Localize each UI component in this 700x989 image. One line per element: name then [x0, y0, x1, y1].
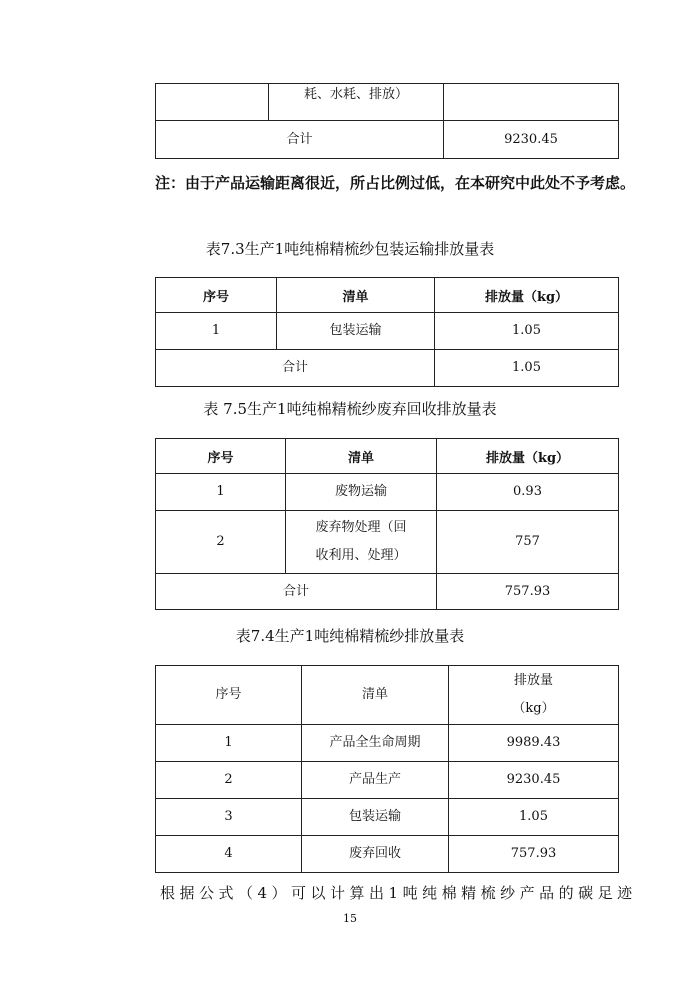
table-7-4-caption: 表7.4生产1吨纯棉精梳纱排放量表: [235, 627, 465, 645]
table-7-5-total-label: 合计: [156, 574, 437, 610]
top-table-cell-value: [444, 84, 619, 121]
table-7-4-header-value: [449, 666, 619, 725]
table-7-3: [155, 277, 619, 387]
table-row-value: 9230.45: [449, 762, 619, 799]
top-table-cell-item: 耗、水耗、排放）: [269, 84, 444, 121]
table-row-item: 包装运输: [302, 799, 449, 836]
table-row-value: 1.05: [435, 313, 619, 350]
table-7-3-total-label: 合计: [156, 350, 435, 387]
table-row-value: 757: [437, 511, 619, 574]
table-row-item-line1: 废弃物处理（回: [315, 520, 407, 535]
table-row-value: 0.93: [437, 474, 619, 511]
table-row-no: 1: [156, 725, 302, 762]
table-7-4: [155, 665, 619, 873]
top-table-total-label: 合计: [156, 121, 444, 159]
table-7-3-header-no: 序号: [156, 278, 277, 313]
top-table: [155, 83, 619, 159]
table-row-item: 产品全生命周期: [302, 725, 449, 762]
table-7-3-header-value: 排放量（kg）: [435, 278, 619, 313]
page-number: 15: [343, 912, 357, 925]
table-7-4-header-value-line1: 排放量: [513, 673, 553, 688]
table-row-no: 1: [156, 474, 286, 511]
table-row-no: 4: [156, 836, 302, 873]
table-row-item: 废弃回收: [302, 836, 449, 873]
table-7-5-header-value: 排放量（kg）: [437, 439, 619, 474]
table-row-no: 2: [156, 511, 286, 574]
table-7-5-total-value: 757.93: [437, 574, 619, 610]
table-row-value: 9989.43: [449, 725, 619, 762]
table-7-5-header-no: 序号: [156, 439, 286, 474]
table-row-no: 3: [156, 799, 302, 836]
table-7-3-header-item: 清单: [277, 278, 435, 313]
table-7-5-caption: 表 7.5生产1吨纯棉精梳纱废弃回收排放量表: [203, 400, 497, 418]
table-7-5: [155, 438, 619, 610]
top-table-total-value: 9230.45: [444, 121, 619, 159]
table-7-4-header-item: 清单: [302, 666, 449, 725]
body-paragraph: 根据公式（4）可以计算出1吨纯棉精梳纱产品的碳足迹: [160, 884, 637, 902]
note-paragraph: 注：由于产品运输距离很近，所占比例过低，在本研究中此处不予考虑。: [155, 174, 636, 192]
table-7-5-header-item: 清单: [286, 439, 437, 474]
table-row-value: 757.93: [449, 836, 619, 873]
table-7-3-total-value: 1.05: [435, 350, 619, 387]
table-row-item: 废物运输: [286, 474, 437, 511]
table-7-3-caption: 表7.3生产1吨纯棉精梳纱包装运输排放量表: [205, 240, 495, 258]
top-table-cell-empty: [156, 84, 269, 121]
table-7-4-header-value-line2: （kg）: [512, 701, 555, 716]
table-row-item: 包装运输: [277, 313, 435, 350]
table-row-no: 2: [156, 762, 302, 799]
table-7-4-header-no: 序号: [156, 666, 302, 725]
table-row-item-line2: 收利用、处理）: [315, 548, 407, 563]
table-row-item: 产品生产: [302, 762, 449, 799]
table-row-no: 1: [156, 313, 277, 350]
table-row-value: 1.05: [449, 799, 619, 836]
table-row-item: [286, 511, 437, 574]
